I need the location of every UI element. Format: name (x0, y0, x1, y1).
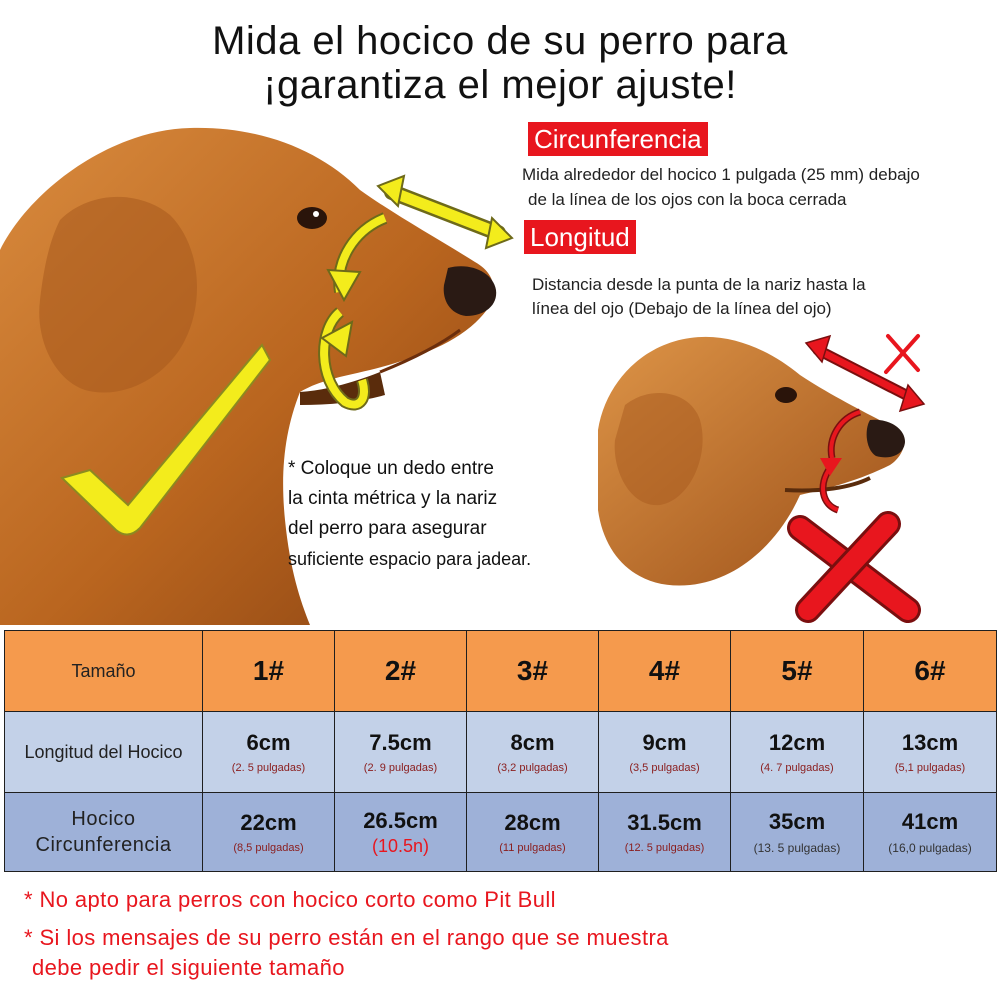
circumference-cell (599, 793, 731, 872)
size-row-label: Tamaño (5, 631, 203, 712)
length-cell (731, 712, 864, 793)
length-cell (599, 712, 731, 793)
circumference-cm: 41cm (901, 809, 959, 834)
circumference-cell (731, 793, 864, 872)
circumference-row-label-line1: Hocico (71, 808, 136, 830)
wrong-small-x-icon (886, 336, 918, 372)
length-cell (335, 712, 467, 793)
size-cell: 3# (467, 631, 599, 712)
length-cm: 13cm (901, 730, 959, 755)
circumference-cm: 28cm (504, 810, 561, 835)
size-cell: 1# (203, 631, 335, 712)
length-cell (864, 712, 997, 793)
circumference-cm: 26.5cm (363, 807, 438, 833)
note-line2: la cinta métrica y la nariz (288, 488, 498, 509)
footer-note-2: * Si los mensajes de su perro están en el rango que se muestra (24, 925, 669, 950)
circumference-cm: 35cm (768, 809, 826, 834)
circumference-cm: 22cm (240, 810, 297, 835)
length-description-line2: línea del ojo (Debajo de la línea del ojo) (532, 299, 832, 318)
circumference-cell (203, 793, 335, 872)
length-cm: 8cm (510, 730, 555, 755)
circumference-description-line1: Mida alrededor del hocico 1 pulgada (25 mm) debajo (522, 165, 920, 184)
length-label: Longitud (524, 220, 636, 254)
note-line3: del perro para asegurar (288, 518, 487, 539)
size-cell: 4# (599, 631, 731, 712)
circumference-cell (467, 793, 599, 872)
length-cm: 9cm (642, 730, 687, 755)
circumference-cell (335, 793, 467, 872)
length-inches: (2. 9 pulgadas) (363, 762, 438, 774)
length-row-label: Longitud del Hocico (5, 712, 203, 793)
length-inches: (2. 5 pulgadas) (231, 762, 306, 774)
circumference-label: Circunferencia (528, 122, 708, 156)
footer-note-1: * No apto para perros con hocico corto como Pit Bull (24, 887, 556, 912)
length-inches: (3,2 pulgadas) (497, 762, 568, 774)
circumference-row-label (5, 793, 203, 872)
length-cell (203, 712, 335, 793)
circumference-description-line2: de la línea de los ojos con la boca cerrada (528, 190, 847, 209)
circumference-inches: (10.5n) (371, 835, 430, 856)
size-cell: 6# (864, 631, 997, 712)
finger-space-note (288, 454, 531, 574)
circumference-inches: (8,5 pulgadas) (233, 842, 304, 854)
size-cell: 2# (335, 631, 467, 712)
circumference-inches: (11 pulgadas) (499, 842, 566, 854)
page-title: Mida el hocico de su perro para (212, 19, 788, 63)
size-header-row (5, 631, 997, 712)
wrong-cross-icon (800, 524, 908, 610)
length-cm: 6cm (246, 730, 291, 755)
note-line1: * Coloque un dedo entre (288, 458, 494, 479)
size-cell: 5# (731, 631, 864, 712)
length-cm: 7.5cm (369, 730, 432, 755)
circumference-cell (864, 793, 997, 872)
circumference-row-label-line2: Circunferencia (35, 834, 172, 856)
length-inches: (4. 7 pulgadas) (760, 762, 834, 774)
length-row (5, 712, 997, 793)
page-subtitle: ¡garantiza el mejor ajuste! (263, 63, 737, 107)
length-inches: (5,1 pulgadas) (894, 762, 966, 774)
size-chart-table (4, 630, 997, 872)
length-cell (467, 712, 599, 793)
circumference-inches: (13. 5 pulgadas) (753, 841, 841, 855)
circumference-cm: 31.5cm (627, 810, 702, 835)
note-line4: suficiente espacio para jadear. (288, 549, 532, 569)
length-description-line1: Distancia desde la punta de la nariz hasta la (532, 275, 866, 294)
circumference-row (5, 793, 997, 872)
circumference-inches: (12. 5 pulgadas) (624, 842, 705, 854)
footer-note-3: debe pedir el siguiente tamaño (32, 955, 345, 980)
circumference-inches: (16,0 pulgadas) (888, 841, 972, 855)
length-cm: 12cm (768, 730, 826, 755)
length-inches: (3,5 pulgadas) (629, 762, 700, 774)
